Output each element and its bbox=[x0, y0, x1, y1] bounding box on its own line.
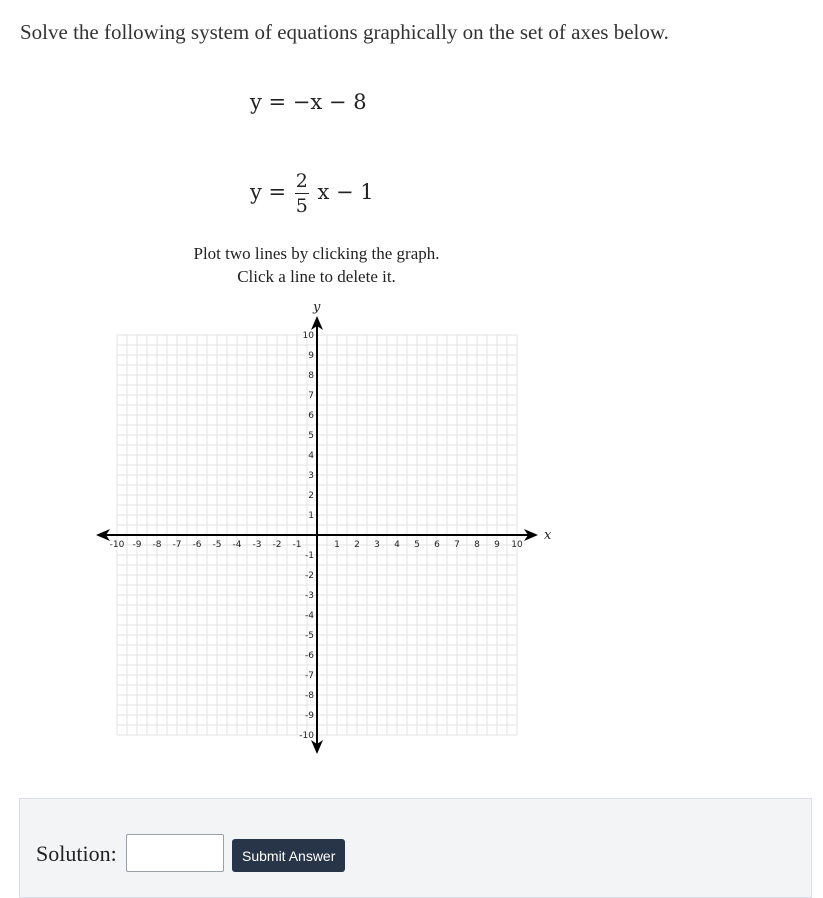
x-tick-label: -1 bbox=[292, 540, 302, 550]
y-tick-label: 10 bbox=[302, 331, 314, 341]
y-tick-label: -1 bbox=[305, 551, 314, 561]
x-tick-label: 8 bbox=[474, 540, 480, 550]
instruction-line-1: Plot two lines by clicking the graph. bbox=[193, 244, 440, 263]
y-tick-label: 4 bbox=[308, 451, 314, 461]
submit-answer-button[interactable]: Submit Answer bbox=[232, 839, 345, 872]
x-tick-label: -7 bbox=[172, 540, 182, 550]
x-tick-label: -2 bbox=[272, 540, 282, 550]
y-tick-label: -8 bbox=[305, 691, 314, 701]
x-axis-label: x bbox=[544, 528, 552, 543]
x-tick-label: 1 bbox=[334, 540, 340, 550]
x-tick-label: -9 bbox=[132, 540, 142, 550]
y-tick-label: 6 bbox=[308, 411, 314, 421]
x-tick-label: -4 bbox=[232, 540, 242, 550]
answer-panel bbox=[19, 798, 812, 898]
y-tick-label: -5 bbox=[305, 631, 314, 641]
x-tick-label: -10 bbox=[109, 540, 125, 550]
question-prompt: Solve the following system of equations graphically on the set of axes below. bbox=[20, 20, 669, 44]
x-tick-label: 6 bbox=[434, 540, 440, 550]
y-tick-label: 5 bbox=[308, 431, 314, 441]
x-tick-label: 5 bbox=[414, 540, 420, 550]
x-tick-label: 10 bbox=[511, 540, 523, 550]
x-tick-label: 7 bbox=[454, 540, 460, 550]
y-tick-label: 1 bbox=[308, 511, 314, 521]
x-tick-label: 2 bbox=[354, 540, 360, 550]
y-tick-label: 8 bbox=[308, 371, 314, 381]
fraction-numerator: 2 bbox=[295, 170, 308, 192]
y-tick-label: 3 bbox=[308, 471, 314, 481]
x-tick-label: -6 bbox=[192, 540, 202, 550]
equation-2-rhs: x − 1 bbox=[317, 180, 374, 204]
y-tick-label: -2 bbox=[305, 571, 314, 581]
y-tick-label: -3 bbox=[305, 591, 314, 601]
x-tick-label: 4 bbox=[394, 540, 400, 550]
solution-input[interactable] bbox=[126, 834, 224, 872]
y-axis-label: y bbox=[313, 300, 321, 315]
x-tick-label: -5 bbox=[212, 540, 222, 550]
solution-label: Solution: bbox=[36, 841, 117, 866]
x-tick-label: -8 bbox=[152, 540, 162, 550]
y-tick-label: 2 bbox=[308, 491, 314, 501]
instruction-line-2: Click a line to delete it. bbox=[237, 267, 396, 286]
y-tick-label: -4 bbox=[305, 611, 314, 621]
axes bbox=[96, 300, 552, 754]
fraction-denominator: 5 bbox=[295, 195, 308, 217]
x-tick-label: 3 bbox=[374, 540, 380, 550]
y-tick-label: -10 bbox=[299, 731, 314, 741]
y-tick-label: -7 bbox=[305, 671, 314, 681]
y-tick-label: -6 bbox=[305, 651, 314, 661]
y-tick-label: -9 bbox=[305, 711, 314, 721]
equation-1: y = −x − 8 bbox=[250, 90, 367, 114]
x-tick-label: 9 bbox=[494, 540, 500, 550]
y-tick-label: 7 bbox=[308, 391, 314, 401]
equation-2-lhs: y = bbox=[250, 180, 287, 204]
y-tick-label: 9 bbox=[308, 351, 314, 361]
x-tick-label: -3 bbox=[252, 540, 262, 550]
